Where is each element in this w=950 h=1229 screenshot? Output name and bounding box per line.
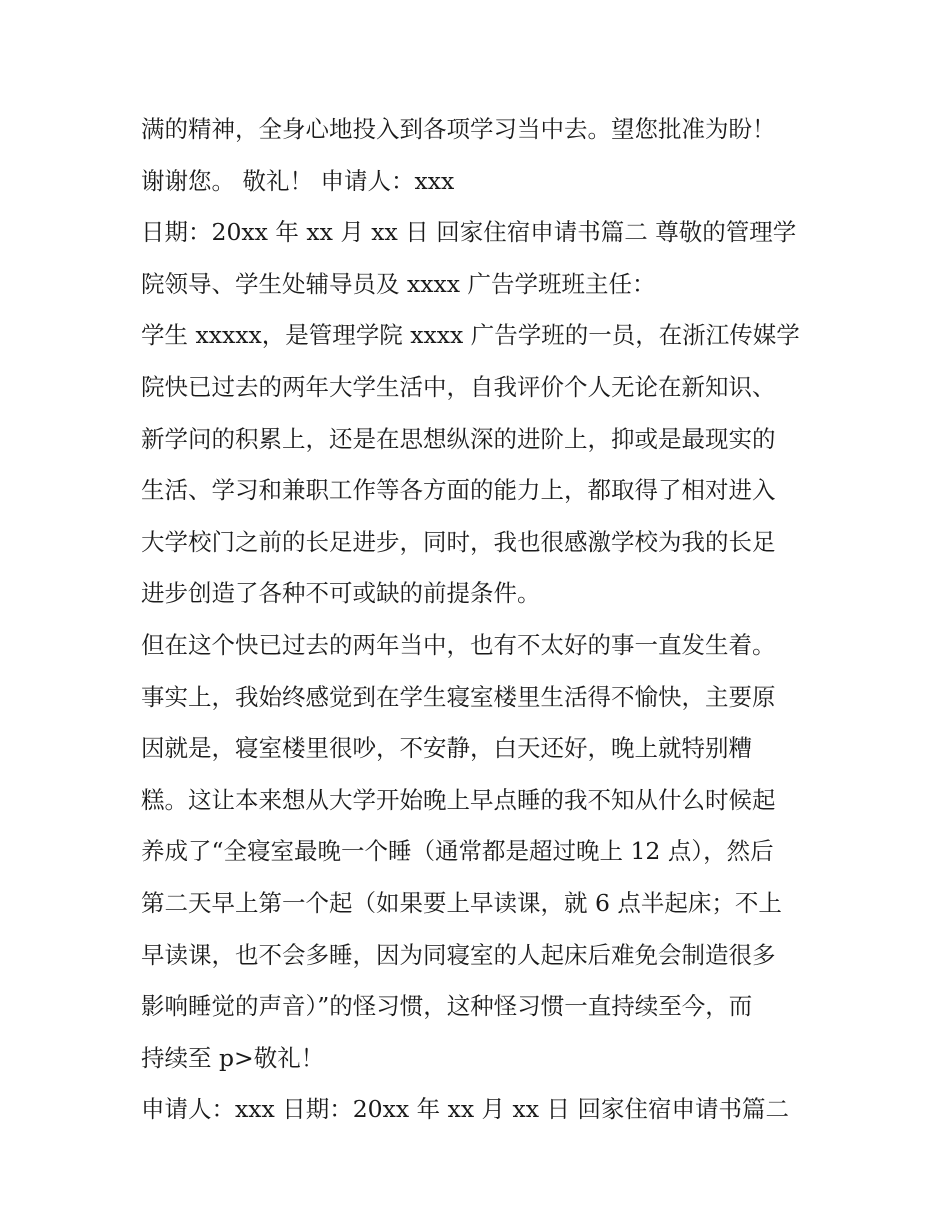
text-line: 申请人：xxx 日期：20xx 年 xx 月 xx 日 回家住宿申请书篇二 (141, 1095, 789, 1124)
text-line: 因就是，寝室楼里很吵，不安静，白天还好，晚上就特别糟 (141, 734, 752, 763)
text-line: 养成了“全寝室最晚一个睡（通常都是超过晚上 12 点），然后 (141, 837, 774, 866)
text-line: 影响睡觉的声音）”的怪习惯，这种怪习惯一直持续至今，而 (141, 992, 753, 1021)
text-line: 满的精神，全身心地投入到各项学习当中去。望您批准为盼！ (141, 115, 776, 143)
text-line: 进步创造了各种不可或缺的前提条件。 (141, 579, 541, 608)
text-line: 谢谢您。 敬礼！ 申请人：xxx (141, 166, 455, 195)
text-line: 院领导、学生处辅导员及 xxxx 广告学班班主任： (141, 269, 656, 298)
text-line: 新学问的积累上，还是在思想纵深的进阶上，抑或是最现实的 (141, 424, 776, 453)
text-line: 事实上，我始终感觉到在学生寝室楼里生活得不愉快，主要原 (141, 682, 776, 711)
text-line: 持续至 p>敬礼！ (141, 1043, 325, 1072)
text-line: 糕。这让本来想从大学开始晚上早点睡的我不知从什么时候起 (141, 785, 776, 814)
text-line: 但在这个快已过去的两年当中，也有不太好的事一直发生着。 (141, 630, 776, 659)
document-body (141, 104, 821, 1136)
text-line: 生活、学习和兼职工作等各方面的能力上，都取得了相对进入 (141, 476, 776, 505)
text-line: 早读课，也不会多睡，因为同寝室的人起床后难免会制造很多 (141, 940, 776, 969)
text-line: 学生 xxxxx，是管理学院 xxxx 广告学班的一员，在浙江传媒学 (141, 321, 800, 350)
text-line: 日期：20xx 年 xx 月 xx 日 回家住宿申请书篇二 尊敬的管理学 (141, 218, 797, 247)
text-line: 大学校门之前的长足进步，同时，我也很感激学校为我的长足 (141, 527, 776, 556)
text-line: 院快已过去的两年大学生活中，自我评价个人无论在新知识、 (141, 372, 776, 401)
text-line: 第二天早上第一个起（如果要上早读课，就 6 点半起床；不上 (141, 888, 782, 917)
